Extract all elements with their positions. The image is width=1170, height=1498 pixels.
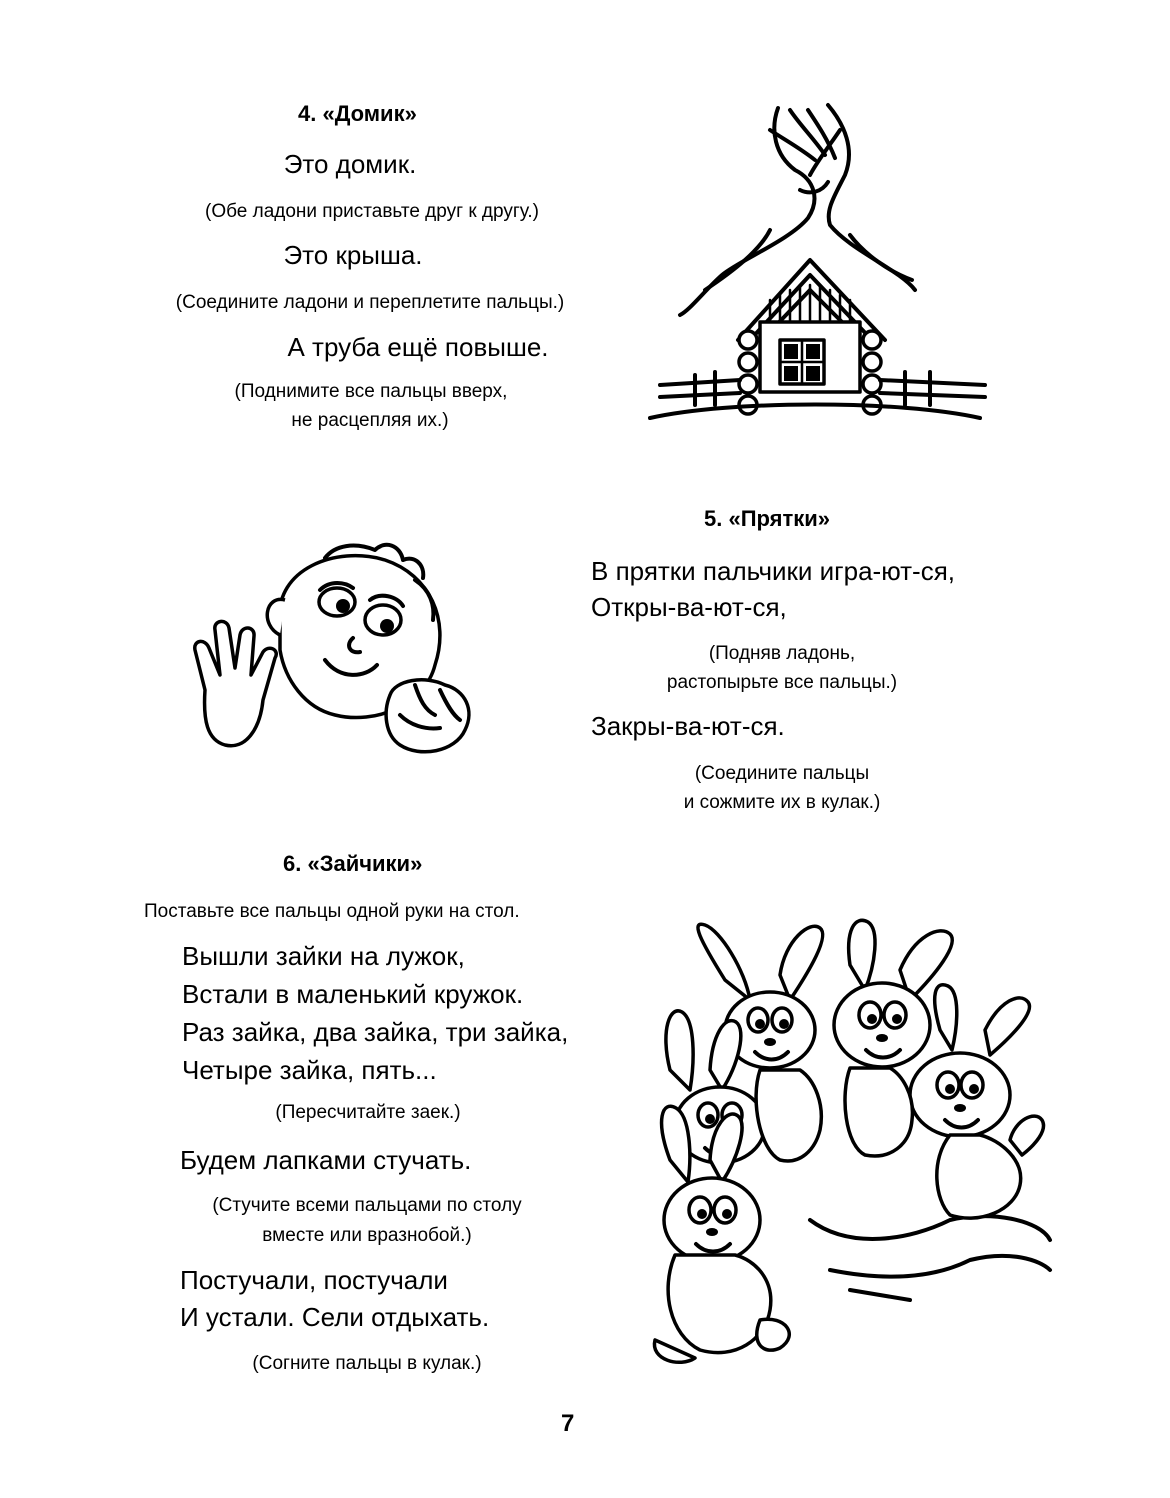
instruction-note: и сожмите их в кулак.) (683, 792, 881, 813)
instruction-note: растопырьте все пальцы.) (666, 672, 898, 693)
verse-line: И устали. Сели отдыхать. (180, 1302, 490, 1332)
boy-with-hands-icon (185, 540, 485, 770)
section-intro: Поставьте все пальцы одной руки на стол. (144, 901, 520, 922)
instruction-note: (Согните пальцы в кулак.) (252, 1353, 482, 1374)
verse-line: В прятки пальчики игра-ют-ся, (591, 556, 956, 586)
verse-line: Четыре зайка, пять... (182, 1055, 437, 1085)
verse-line: Закры-ва-ют-ся. (591, 711, 785, 741)
instruction-note: (Подняв ладонь, (708, 643, 856, 664)
instruction-note: (Соедините ладони и переплетите пальцы.) (175, 292, 565, 313)
section-title-pryatki: 5. «Прятки» (704, 506, 831, 531)
instruction-note: (Стучите всеми пальцами по столу (212, 1195, 522, 1216)
verse-line: Вышли зайки на лужок, (182, 941, 465, 971)
verse-line: Будем лапками стучать. (180, 1145, 472, 1175)
section-title-zaychiki: 6. «Зайчики» (283, 851, 423, 876)
verse-line: Откры-ва-ют-ся, (591, 592, 787, 622)
verse-line: Постучали, постучали (180, 1265, 448, 1295)
verse-line: Раз зайка, два зайка, три зайка, (182, 1017, 569, 1047)
verse-line: Это домик. (283, 149, 417, 179)
instruction-note: (Обе ладони приставьте друг к другу.) (205, 201, 539, 222)
verse-line: А труба ещё повыше. (287, 332, 549, 362)
hands-house-icon (650, 100, 990, 430)
instruction-note: не расцепляя их.) (291, 410, 449, 431)
verse-line: Это крыша. (283, 240, 423, 270)
page-number: 7 (561, 1410, 575, 1437)
bunnies-on-hand-icon (650, 920, 1050, 1370)
instruction-note: (Поднимите все пальцы вверх, (234, 381, 508, 402)
section-title-domik: 4. «Домик» (298, 101, 417, 126)
instruction-note: вместе или вразнобой.) (262, 1225, 472, 1246)
verse-line: Встали в маленький кружок. (182, 979, 524, 1009)
instruction-note: (Пересчитайте заек.) (275, 1102, 461, 1123)
instruction-note: (Соедините пальцы (694, 763, 870, 784)
